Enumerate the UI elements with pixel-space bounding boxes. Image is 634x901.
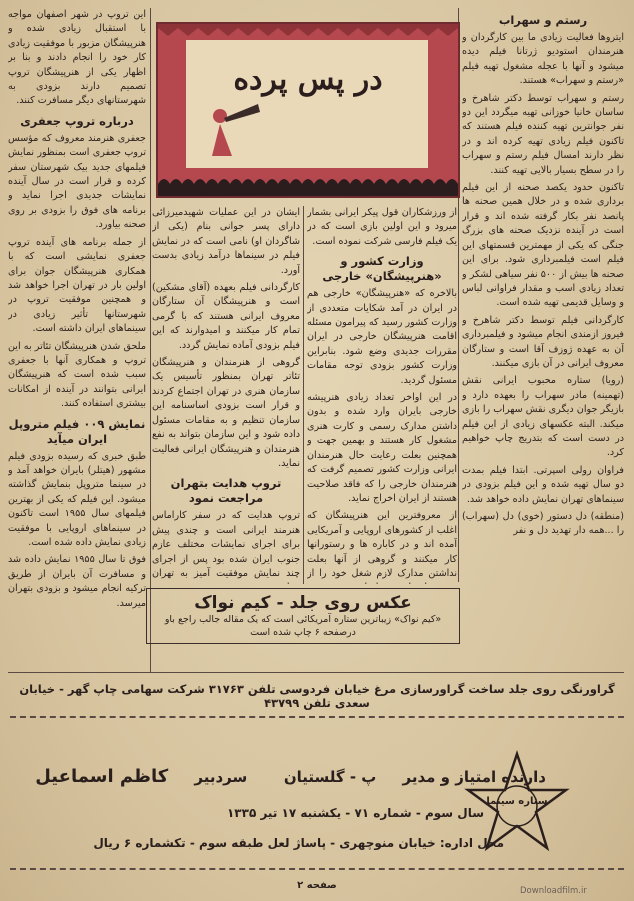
address-line: محل اداره: خیابان منوچهری - پاساژ لعل طبقه سوم - تکشماره ۶ ریال — [93, 836, 504, 850]
paragraph: کارگردانی فیلم توسط دکتر شاهرخ و فیروز ازمندی انجام میشود و فیلمبرداری آن به عهده ژوزف آقا است و ستارگان معروف ایرانی در آن بازی میکنند. — [462, 314, 624, 369]
curtain-top-decoration — [158, 24, 458, 38]
paragraph: فراوان رولی اسپرتی. ابتدا فیلم بمدت دو سال تهیه شده و این فیلم بزودی در سینماهای تهران نمایش داده خواهد شد. — [462, 464, 624, 505]
column-center-left — [152, 206, 300, 584]
paragraph: در این اواخر تعداد زیادی هنرپیشه خارجی بایران وارد شده و بدون داشتن مدارک رسمی و کارت هنری مشغول کار هستند و بهمین جهت و همچنین بعلت رعایت حال هنرمندان ایرانی وزارت کشور تصمیم گرفت که هنرمندان خارجی را که فاقد صلاحیت هستند از ایران اخراج نماید. — [307, 392, 457, 504]
heading-rostam-sohrab: رستم و سهراب — [498, 13, 588, 27]
column-divider — [150, 8, 151, 672]
paragraph: ایشان در این عملیات شهیدمیرزائی دارای پسر جوانی بنام (یکی از شاگردان او) نامی است که در نمایش فیلم در سینماها درآمد زیادی بدست آورد. — [152, 207, 300, 276]
paragraph: ایتروها فعالیت زیادی ما بین کارگردان و هنرمندان استودیو ژرتانا فیلم دیده میشود و آنها با عجله مشغول تهیه فیلم «رستم و سهراب» هستند. — [462, 32, 624, 87]
behind-the-curtain-banner — [156, 22, 460, 198]
paragraph: ملحق شدن هنرپیشگان تئاتر به این تروپ و همکاری آنها با جعفری سبب شده است که هنرپیشگان ایرانی بتوانند در آینده از امکانات بیشتری استفاده کنند. — [8, 340, 146, 410]
paragraph: طبق خبری که رسیده بزودی فیلم مشهور (هیتلر) بایران خواهد آمد و در سینما متروپل بنمایش گذاشته میشود. این فیلم که یکی از بهترین فیلمهای سال ۱۹۵۵ است تاکنون در سینماهای اروپایی با موفقیت زیادی نمایش داده شده است. — [8, 450, 146, 548]
divider — [8, 672, 624, 673]
editor-name: کاظم اسماعیل — [35, 766, 169, 787]
column-right — [462, 8, 624, 668]
owner-label: دارنده امتیاز و مدیر — [402, 768, 546, 786]
heading-jafari-troupe: درباره تروپ جعفری — [20, 113, 134, 128]
heading-interior-ministry: وزارت کشور و «هنرپیشگان» خارجی — [322, 254, 442, 284]
paragraph: از جمله برنامه های آینده تروپ جعفری نمایشی است که با همکاری هنرپیشگان جوان برای اولین بار در تهران اجرا خواهد شد و همچنین موفقیت تروپ در شهرستانها تأثیر زیادی در سینماهای ایران داشته است. — [8, 236, 146, 335]
cover-photo-title: عکس روی جلد - کیم نواک — [194, 593, 412, 613]
issue-line: سال سوم - شماره ۷۱ - یکشنبه ۱۷ تیر ۱۳۳۵ — [226, 806, 484, 820]
paragraph: از معروفترین این هنرپیشگان که اغلب از کشورهای اروپایی و آمریکایی آمده اند و در کاباره ها و رستورانها کار میکنند و گروهی از آنها بعلت نداشتن مدارک لازم شغل خود را از — [307, 510, 457, 579]
paragraph: از ورزشکاران قول پیکر ایرانی بشمار میرود و این اولین بازی است که در یک فیلم فارسی شرکت نموده است. — [307, 207, 457, 247]
paragraph: گروهی از هنرمندان و هنرپیشگان تئاتر تهران بمنظور تأسیس یک سازمان هنری در تهران اجتماع کردند و قرار است بزودی اساسنامه این سازمان تنظیم و به مقامات مسئول داده شود و این سازمان بتواند به نفع هنرمندان و هنرپیشگان ایرانی فعالیت نماید. — [152, 357, 300, 469]
watermark: Downloadfilm.ir — [520, 886, 587, 896]
column-left — [8, 8, 146, 668]
trumpeter-icon — [198, 94, 268, 164]
column-center-right — [307, 206, 457, 584]
cover-photo-note — [146, 588, 460, 644]
page-number: صفحه ۲ — [297, 880, 337, 891]
column-divider — [303, 206, 304, 584]
paragraph: کارگردانی فیلم بعهده (آقای مشکین) است و هنرپیشگان آن ستارگان معروف ایرانی هستند که با گرمی تمام کار میکنند و امیدوارند که این فیلم بزودی آماده نمایش گردد. — [152, 282, 300, 351]
imprint-line: گراورنگی روی جلد ساخت گراورسازی مرغ خیابان فردوسی تلفن ۳۱۷۶۳ شرکت سهامی چاپ گهر - خیابان سعدی تلفن ۴۳۷۹۹ — [19, 682, 615, 710]
heading-metropol: نمایش ۰۰۹ فیلم متروپل ایران میآید — [8, 416, 146, 446]
heading-hedayat-troupe: تروپ هدایت بتهران مراجعت نمود — [170, 476, 282, 506]
paragraph: بالاخره که «هنرپیشگان» خارجی هم در ایران در آمد شکایات متعددی از وزارت کشور رسید که پیرامون مسئله اقامت هنرپیشگان خارجی در ایران مقررات جدیدی وضع شود. بنابراین وزارت کشور بزودی توجه مقامات مسئول گردید. — [307, 288, 457, 386]
cover-photo-description: «کیم نواک» زیباترین ستاره آمریکائی است که یک مقاله جالب راجع باو درصفحه ۶ چاپ شده است — [164, 614, 442, 638]
paragraph: تاکنون حدود یکصد صحنه از این فیلم برداری شده و در خلال همین صحنه ها پانصد نفر بکار گرفته شده اند و قرار است در آینده نزدیک صحنه های بزرگ جنگی که یکی از مهمترین قسمتهای این فیلم است فیلمبرداری شود. برای این صحنه ها بیش از ۵۰۰ نفر سیاهی لشکر و تعداد زیادی اسب و مقدار فراوانی لباس و وسایل قدیمی تهیه شده است. — [462, 182, 624, 309]
paragraph: فوق تا سال ۱۹۵۵ نمایش داده شد و مسافرت آن بایران از طریق ترکیه انجام میشود و بزودی بتهران میرسد. — [8, 554, 146, 609]
paragraph: (منطقه) دل دستور (خوی) دل (سهراب) را ...همه دار تهدید دل و نفر — [462, 511, 624, 537]
banner-title: در پس پرده — [233, 62, 383, 97]
editor-label: سردبیر — [194, 768, 248, 786]
owner-name: پ - گلستیان — [283, 768, 377, 786]
paragraph: رستم و سهراب توسط دکتر شاهرخ و ساسان خانیا خوزانی تهیه میگردد این دو نفر جوانترین تهیه کننده فیلم هستند که تاکنون فیلم زیادی تهیه کرده اند و در نظر دارند امسال فیلم رستم و سهراب را در سطح بسیار بالایی تهیه کنند. — [462, 92, 624, 176]
paragraph: این تروپ در شهر اصفهان مواجه با استقبال زیادی شده و هنرپیشگان مزبور با موفقیت زیادی کار خود را انجام دادند و بنا بر اظهار یکی از هنرپیشگان تروپ تصمیم دارند بزودی به شهرستانهای دیگر مسافرت کنند. — [8, 9, 146, 107]
paragraph: تروپ هدایت که در سفر کاراماس هنرمند ایرانی است و چندی پیش برای اجرای نمایشات مختلف عازم جنوب ایران شده بود پس از اجرای چند نمایش موفقیت آمیز به تهران — [152, 510, 300, 579]
paragraph: جعفری هنرمند معروف که مؤسس تروپ جعفری است بمنظور نمایش فیلمهای جدید بیک شهرستان سفر کرده و قرار است در سال آینده نمایشات جدیدی اجرا نماید و برنامه های فوق را بزودی بر روی صحنه بیاورد. — [8, 132, 146, 231]
paragraph: (رویا) ستاره محبوب ایرانی نقش (تهمینه) مادر سهراب را بعهده دارد و بازیگر جوان دیگری نقش سهراب را بازی میکند. البته عکسهای زیادی از این فیلم در دست است که بتدریج چاپ خواهیم کرد. — [462, 375, 624, 459]
audience-silhouette — [158, 170, 458, 196]
logo-text: ستاره سینما — [486, 796, 548, 807]
